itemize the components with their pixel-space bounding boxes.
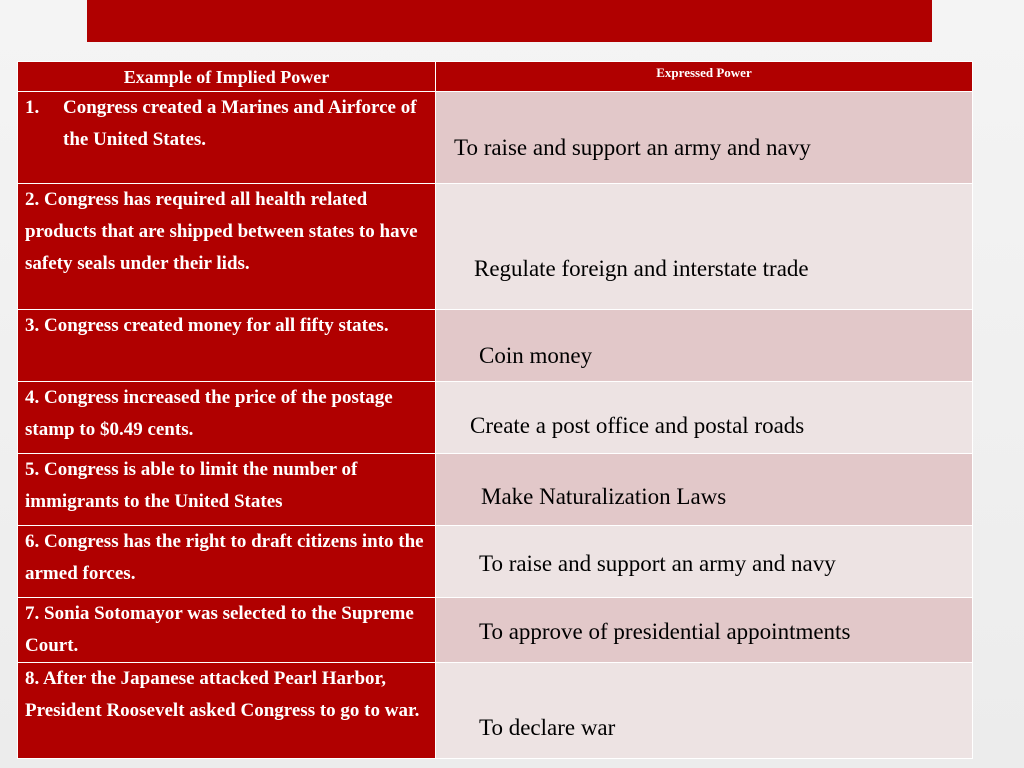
implied-example: 7. Sonia Sotomayor was selected to the Supreme Court. xyxy=(18,598,436,663)
implied-example: 2. Congress has required all health related products that are shipped between states to have safety seals under their lids. xyxy=(18,184,436,310)
implied-example xyxy=(18,92,436,184)
implied-example: 8. After the Japanese attacked Pearl Harbor, President Roosevelt asked Congress to go to war. xyxy=(18,663,436,759)
table-row xyxy=(18,663,973,759)
table-header-row xyxy=(18,62,973,92)
expressed-power: To raise and support an army and navy xyxy=(436,92,973,184)
implied-example: 6. Congress has the right to draft citizens into the armed forces. xyxy=(18,526,436,598)
implied-text: Congress created a Marines and Airforce of the United States. xyxy=(63,97,417,150)
powers-table xyxy=(17,61,973,759)
table-row xyxy=(18,454,973,526)
implied-example: 4. Congress increased the price of the postage stamp to $0.49 cents. xyxy=(18,382,436,454)
table-row xyxy=(18,382,973,454)
expressed-power: Regulate foreign and interstate trade xyxy=(436,184,973,310)
numbered-item xyxy=(25,92,429,156)
expressed-power: Create a post office and postal roads xyxy=(436,382,973,454)
expressed-power-header: Expressed Power xyxy=(436,62,973,92)
table-row xyxy=(18,598,973,663)
table-row xyxy=(18,92,973,184)
table-row xyxy=(18,526,973,598)
expressed-power: To declare war xyxy=(436,663,973,759)
expressed-power: To raise and support an army and navy xyxy=(436,526,973,598)
table-row xyxy=(18,310,973,382)
expressed-power: To approve of presidential appointments xyxy=(436,598,973,663)
implied-example: 3. Congress created money for all fifty states. xyxy=(18,310,436,382)
item-number: 1. xyxy=(25,97,40,118)
title-bar xyxy=(87,0,932,42)
table-row xyxy=(18,184,973,310)
expressed-power: Coin money xyxy=(436,310,973,382)
implied-power-header: Example of Implied Power xyxy=(18,62,436,92)
implied-example: 5. Congress is able to limit the number of immigrants to the United States xyxy=(18,454,436,526)
expressed-power: Make Naturalization Laws xyxy=(436,454,973,526)
